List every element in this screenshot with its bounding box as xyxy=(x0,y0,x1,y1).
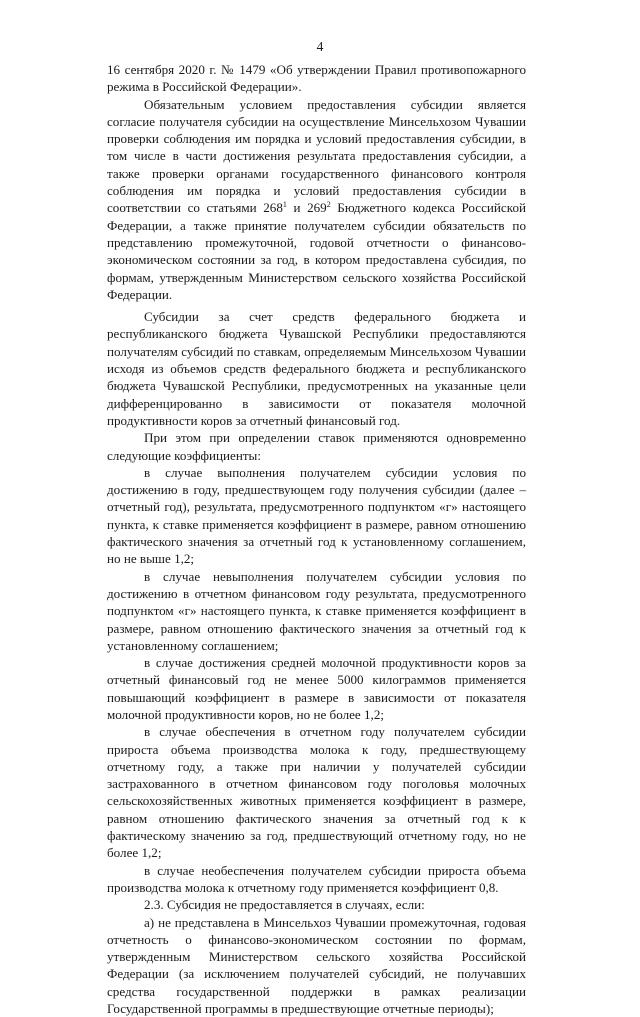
section-heading: 2.3. Субсидия не предоставляется в случаях, если: xyxy=(144,897,425,913)
superscript: 2 xyxy=(326,200,331,210)
paragraph: Обязательным условием предоставления субсидии является согласие получателя субсидии на осуществление Минсельхозом Чувашии проверки соблюдения им порядка и условий предоставления субсидии, в том числе в части достижения результата предоставления субсидии, а также проверки органами государственного финансового контроля соблюдения им порядка и условий предоставления субсидии в соответствии со статьями $268^1$ и $269^2$ Бюджетного кодекса Российской Федерации, а также принятие получателем субсидии обязательств по представлению промежуточной, годовой отчетности о финансово-экономическом состоянии за год, в котором предоставлена субсидия, по формам, утвержденным Министерством сельского хозяйства Российской Федерации. xyxy=(107,96,526,302)
paragraph: в случае невыполнения получателем субсидии условия по достижению в отчетном финансовом году результата, предусмотренного подпунктом «г» настоящего пункта, к ставке применяется коэффициент в размере, равном отношению фактического значения за отчетный год к установленному соглашением; xyxy=(107,568,526,653)
paragraph: 16 сентября 2020 г. № 1479 «Об утверждении Правил противопожарного режима в Российской Федерации». xyxy=(107,62,526,95)
superscript: 1 xyxy=(282,200,287,210)
page-number: 4 xyxy=(316,39,324,54)
document-body xyxy=(107,61,526,1017)
paragraph: в случае выполнения получателем субсидии условия по достижению в году, предшествующем году получения субсидии (далее – отчетный год), результата, предусмотренного подпунктом «г» настоящего пункта, к ставке применяется коэффициент в размере, равном отношению фактического значения за отчетный год к установленному соглашением, но не выше 1,2; xyxy=(107,464,526,567)
paragraph: Субсидии за счет средств федерального бюджета и республиканского бюджета Чувашской Республики предоставляются получателям субсидий по ставкам, определяемым Минсельхозом Чувашии исходя из объемов средств федерального бюджета и республиканского бюджета Чувашской Республики, предусмотренных на указанные цели дифференцированно в зависимости от показателя молочной продуктивности коров за отчетный финансовый год. xyxy=(107,309,526,428)
paragraph: При этом при определении ставок применяются одновременно следующие коэффициенты: xyxy=(107,430,526,463)
paragraph: в случае необеспечения получателем субсидии прироста объема производства молока к отчетному году применяется коэффициент 0,8. xyxy=(107,862,526,895)
paragraph: а) не представлена в Минсельхоз Чувашии промежуточная, годовая отчетность о финансово-экономическом состоянии по формам, утвержденным Министерством сельского хозяйства Российской Федерации (за исключением получателей субсидий, не получавших средства государственной поддержки в рамках реализации Государственной программы в предшествующие отчетные периоды); xyxy=(107,914,526,1017)
paragraph: в случае обеспечения в отчетном году получателем субсидии прироста объема производства молока к году, предшествующему отчетному году, а также при наличии у получателей субсидии застрахованного в отчетном финансовом году поголовья молочных сельскохозяйственных животных применяется коэффициент в размере, равном отношению фактического значения за отчетный год к к фактическому значению за год, предшествующий отчетному году, но не более 1,2; xyxy=(107,724,526,861)
paragraph: в случае достижения средней молочной продуктивности коров за отчетный финансовый год не менее 5000 килограммов применяется повышающий коэффициент в размере в зависимости от показателя молочной продуктивности коров, но не более 1,2; xyxy=(107,655,526,722)
